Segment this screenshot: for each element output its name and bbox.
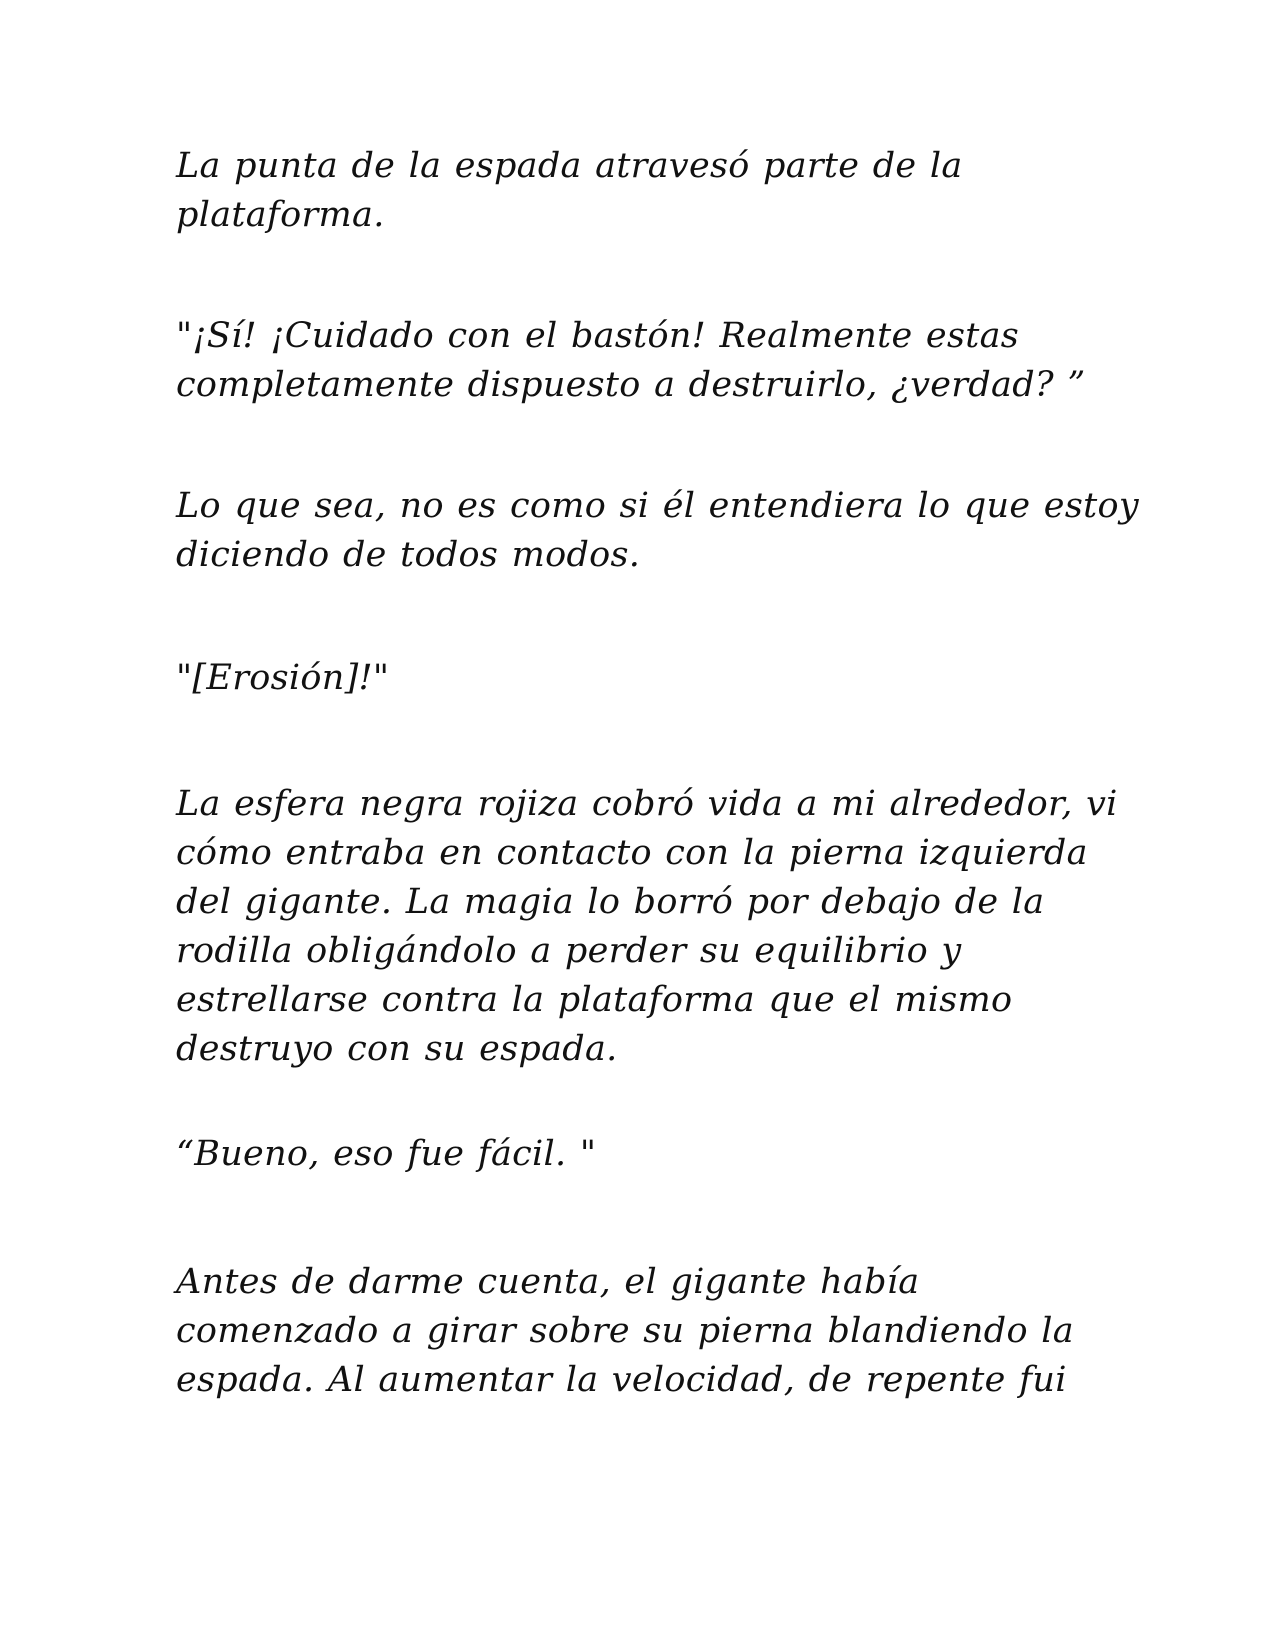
paragraph-line: del gigante. La magia lo borró por debajo de la [176, 882, 1045, 922]
paragraph-line: “Bueno, eso fue fácil. " [176, 1134, 597, 1174]
paragraph-line: La punta de la espada atravesó parte de la [176, 146, 963, 186]
paragraph-line: estrellarse contra la plataforma que el mismo [176, 980, 1013, 1020]
paragraph-7 [176, 1258, 1116, 1405]
paragraph-line: espada. Al aumentar la velocidad, de repente fui [176, 1360, 1067, 1400]
paragraph-line: "¡Sí! ¡Cuidado con el bastón! Realmente estas [176, 316, 1019, 356]
paragraph-line: Lo que sea, no es como si él entendiera lo que estoy [176, 486, 1139, 526]
paragraph-1 [176, 142, 1116, 240]
paragraph-line: rodilla obligándolo a perder su equilibrio y [176, 931, 962, 971]
paragraph-line: diciendo de todos modos. [176, 535, 641, 575]
paragraph-line: comenzado a girar sobre su pierna blandiendo la [176, 1311, 1074, 1351]
paragraph-line: completamente dispuesto a destruirlo, ¿verdad? ” [176, 365, 1086, 405]
paragraph-line: Antes de darme cuenta, el gigante había [176, 1262, 920, 1302]
paragraph-line: destruyo con su espada. [176, 1029, 618, 1069]
paragraph-4 [176, 654, 1116, 703]
paragraph-3 [176, 482, 1139, 580]
paragraph-6 [176, 1130, 1116, 1179]
paragraph-line: plataforma. [176, 195, 385, 235]
paragraph-line: cómo entraba en contacto con la pierna izquierda [176, 833, 1088, 873]
paragraph-5 [176, 780, 1116, 1074]
paragraph-2 [176, 312, 1116, 410]
paragraph-line: "[Erosión]!" [176, 658, 390, 698]
paragraph-line: La esfera negra rojiza cobró vida a mi alrededor, vi [176, 784, 1118, 824]
